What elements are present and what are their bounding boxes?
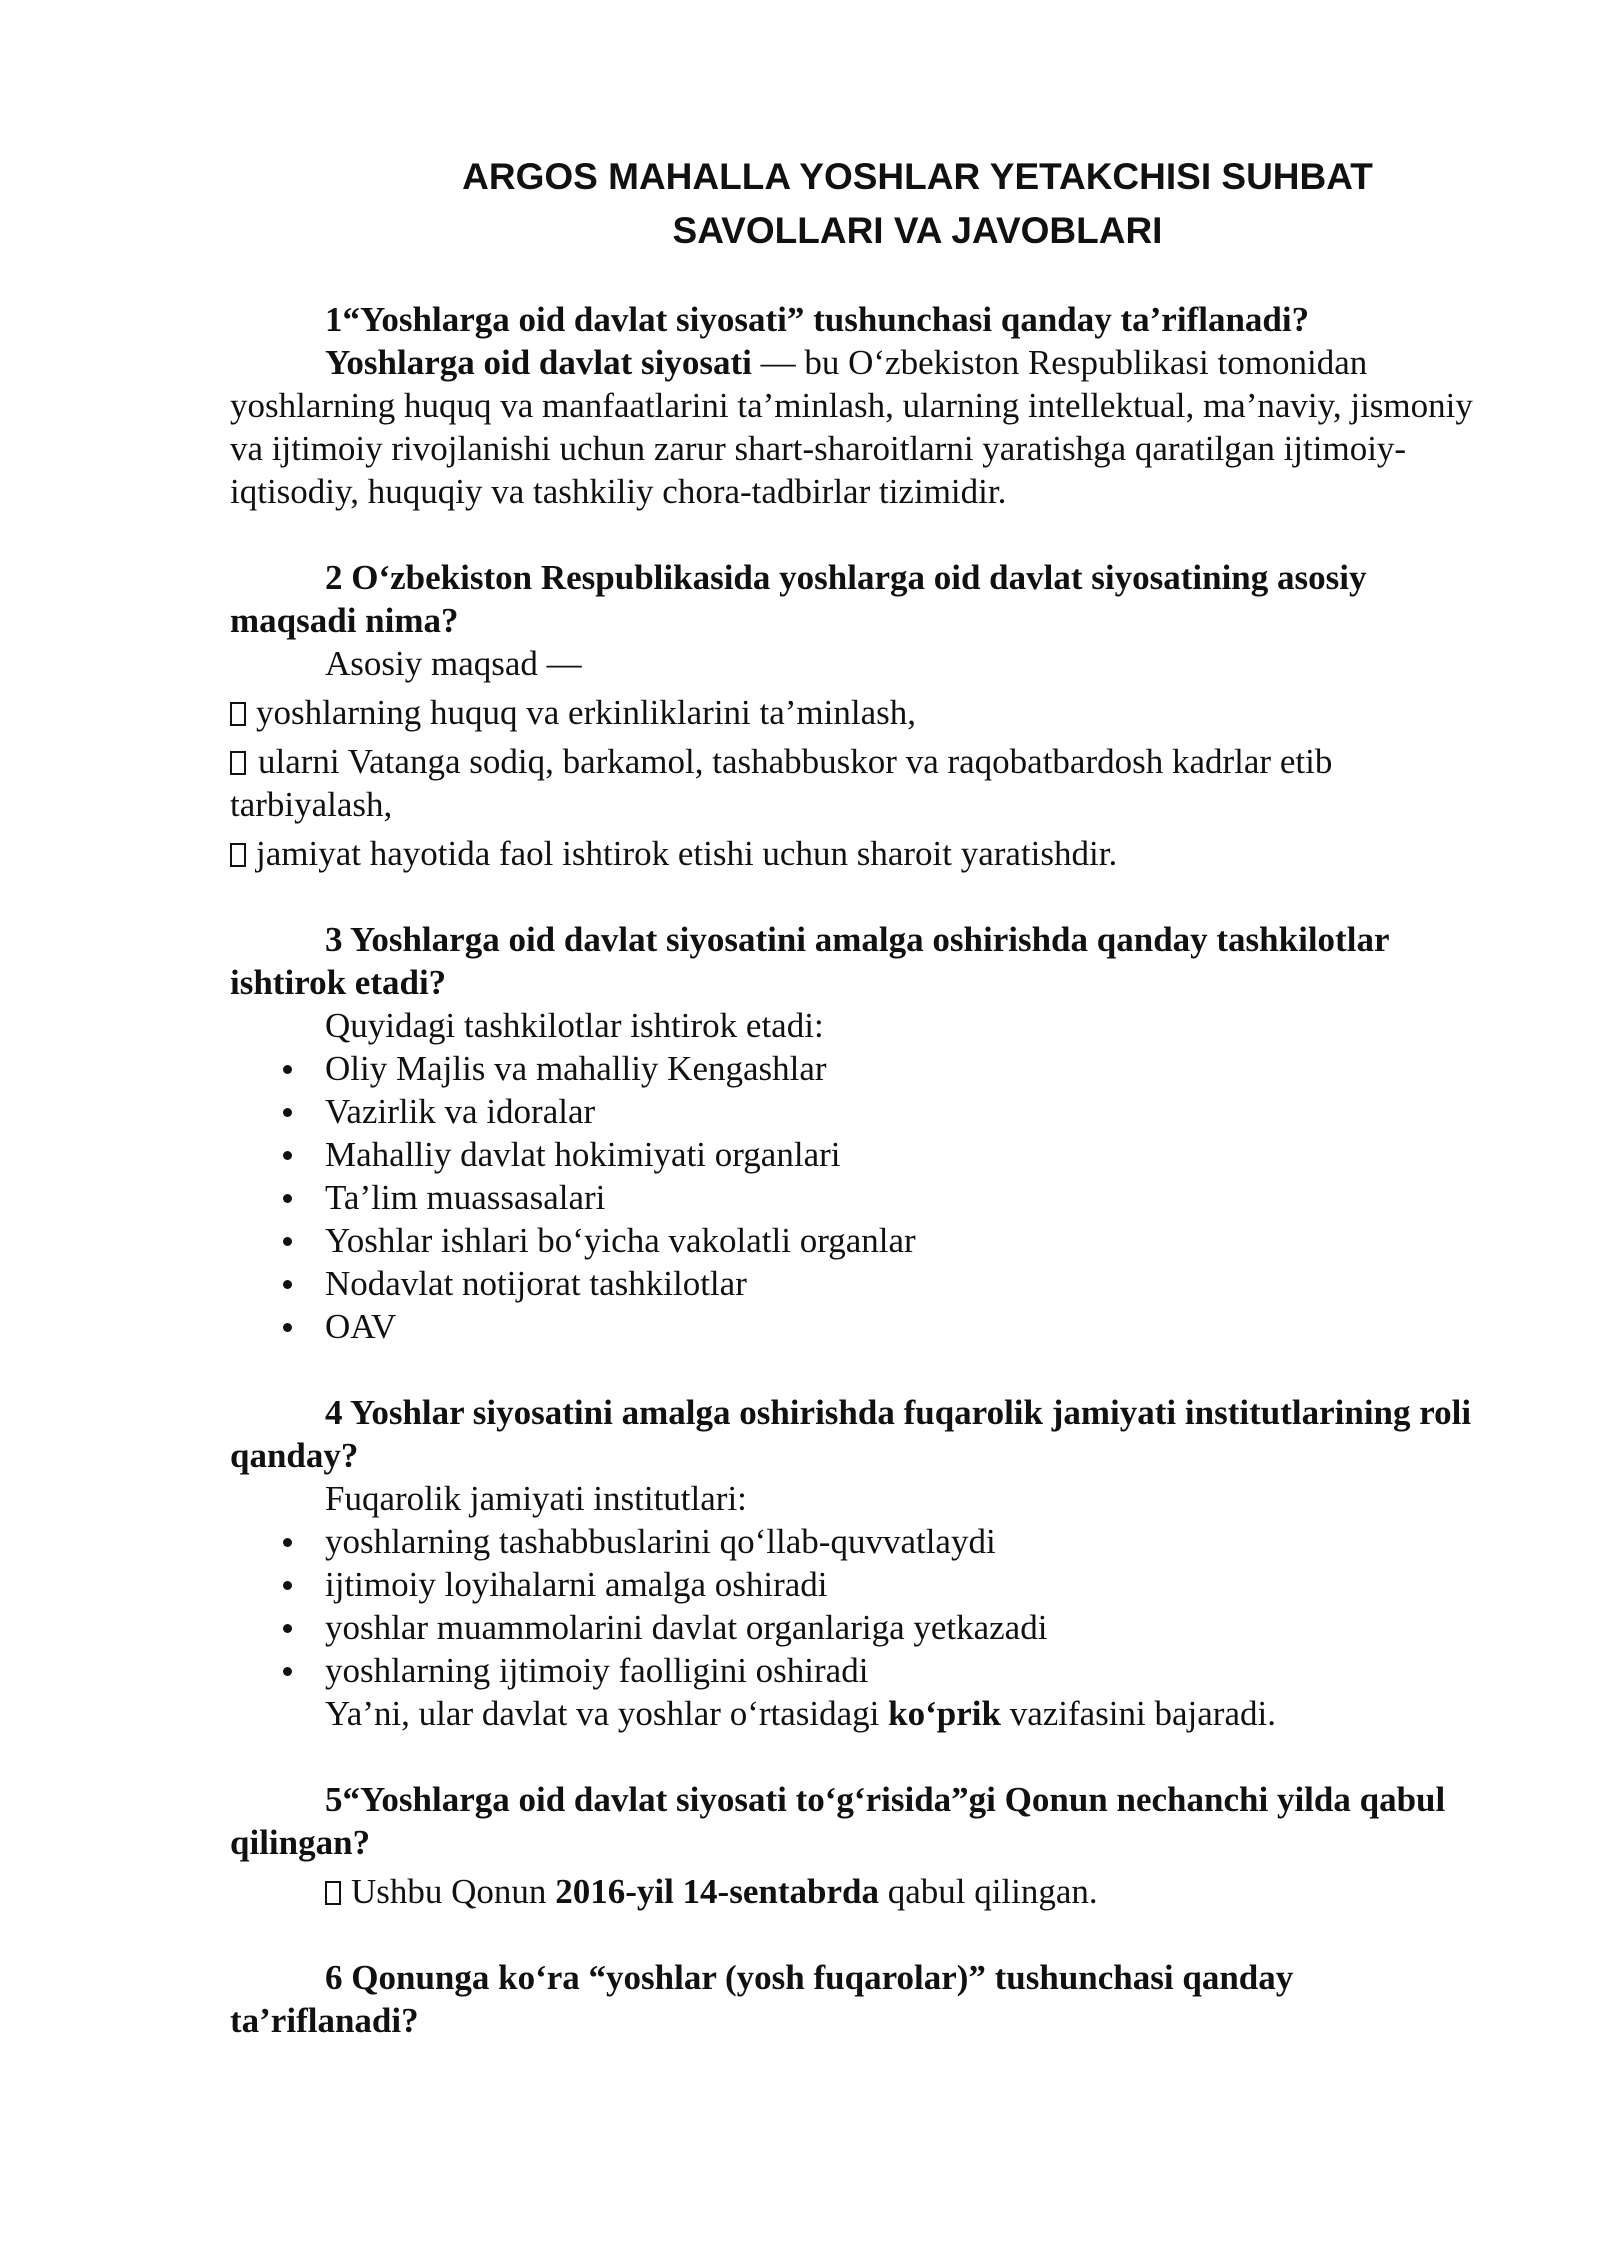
checkbox-icon (230, 702, 246, 726)
list-item: Yoshlar ishlari bo‘yicha vakolatli organlar (230, 1219, 1480, 1262)
title-line-2: SAVOLLARI VA JAVOBLARI (672, 210, 1163, 251)
list-item: Nodavlat notijorat tashkilotlar (230, 1262, 1480, 1305)
answer-5-date: 2016-yil 14-sentabrda (555, 1872, 879, 1911)
answer-4-summary: Ya’ni, ular davlat va yoshlar o‘rtasidagi ko‘prik vazifasini bajaradi. (325, 1694, 1276, 1733)
question-5: 5“Yoshlarga oid davlat siyosati to‘g‘risida”gi Qonun nechanchi yilda qabul qilingan? (230, 1780, 1446, 1862)
title-line-1: ARGOS MAHALLA YOSHLAR YETAKCHISI SUHBAT (462, 156, 1373, 197)
list-item: OAV (230, 1305, 1480, 1348)
answer-3-intro: Quyidagi tashkilotlar ishtirok etadi: (325, 1006, 824, 1045)
bullet-icon (283, 1280, 292, 1289)
question-2: 2 O‘zbekiston Respublikasida yoshlarga oid davlat siyosatining asosiy maqsadi nima? (230, 558, 1367, 640)
answer-3-list (230, 1047, 1480, 1348)
question-3: 3 Yoshlarga oid davlat siyosatini amalga oshirishda qanday tashkilotlar ishtirok etadi? (230, 920, 1389, 1002)
bullet-icon (283, 1065, 292, 1074)
checkbox-icon (230, 843, 246, 867)
list-item: Vazirlik va idoralar (230, 1090, 1480, 1133)
bullet-icon (283, 1667, 292, 1676)
answer-1 (230, 341, 1480, 513)
question-4: 4 Yoshlar siyosatini amalga oshirishda fuqarolik jamiyati institutlarining roli qanday? (230, 1393, 1472, 1475)
document-page (230, 150, 1480, 2042)
bullet-icon (283, 1538, 292, 1547)
bullet-icon (283, 1237, 292, 1246)
list-item: Ta’lim muassasalari (230, 1176, 1480, 1219)
document-title (230, 150, 1480, 258)
answer-4-intro: Fuqarolik jamiyati institutlari: (325, 1479, 747, 1518)
question-6: 6 Qonunga ko‘ra “yoshlar (yosh fuqarolar)” tushunchasi qanday ta’riflanadi? (230, 1958, 1294, 2040)
answer-4-list (230, 1520, 1480, 1692)
list-item: yoshlar muammolarini davlat organlariga yetkazadi (230, 1606, 1480, 1649)
answer-4-keyword: ko‘prik (888, 1694, 1001, 1733)
bullet-icon (283, 1624, 292, 1633)
question-1: 1“Yoshlarga oid davlat siyosati” tushunchasi qanday ta’riflanadi? (325, 300, 1310, 339)
answer-2-intro: Asosiy maqsad — (325, 644, 582, 683)
list-item: Mahalliy davlat hokimiyati organlari (230, 1133, 1480, 1176)
checkbox-icon (325, 1881, 341, 1905)
list-item: ijtimoiy loyihalarni amalga oshiradi (230, 1563, 1480, 1606)
bullet-icon (283, 1151, 292, 1160)
answer-2-item: ularni Vatanga sodiq, barkamol, tashabbuskor va raqobatbardosh kadrlar etib tarbiyalash, (230, 742, 1333, 824)
checkbox-icon (230, 751, 246, 775)
answer-1-text: — bu O‘zbekiston Respublikasi tomonidan yoshlarning huquq va manfaatlarini ta’minlash, ularning intellektual, ma’naviy, jismoniy va ijtimoiy rivojlanishi uchun zarur shart-sharoitlarni yaratishga qaratilgan ijtimoiy-iqtisodiy, huquqiy va tashkiliy chora-tadbirlar tizimidir. (230, 343, 1473, 511)
answer-2-item: yoshlarning huquq va erkinliklarini ta’minlash, (230, 691, 1480, 734)
bullet-icon (283, 1108, 292, 1117)
answer-5: Ushbu Qonun 2016-yil 14-sentabrda qabul qilingan. (230, 1870, 1480, 1913)
answer-1-term: Yoshlarga oid davlat siyosati (325, 343, 752, 382)
list-item: Oliy Majlis va mahalliy Kengashlar (230, 1047, 1480, 1090)
bullet-icon (283, 1581, 292, 1590)
list-item: yoshlarning tashabbuslarini qo‘llab-quvvatlaydi (230, 1520, 1480, 1563)
answer-2-item: jamiyat hayotida faol ishtirok etishi uchun sharoit yaratishdir. (230, 832, 1480, 875)
bullet-icon (283, 1323, 292, 1332)
list-item: yoshlarning ijtimoiy faolligini oshiradi (230, 1649, 1480, 1692)
bullet-icon (283, 1194, 292, 1203)
